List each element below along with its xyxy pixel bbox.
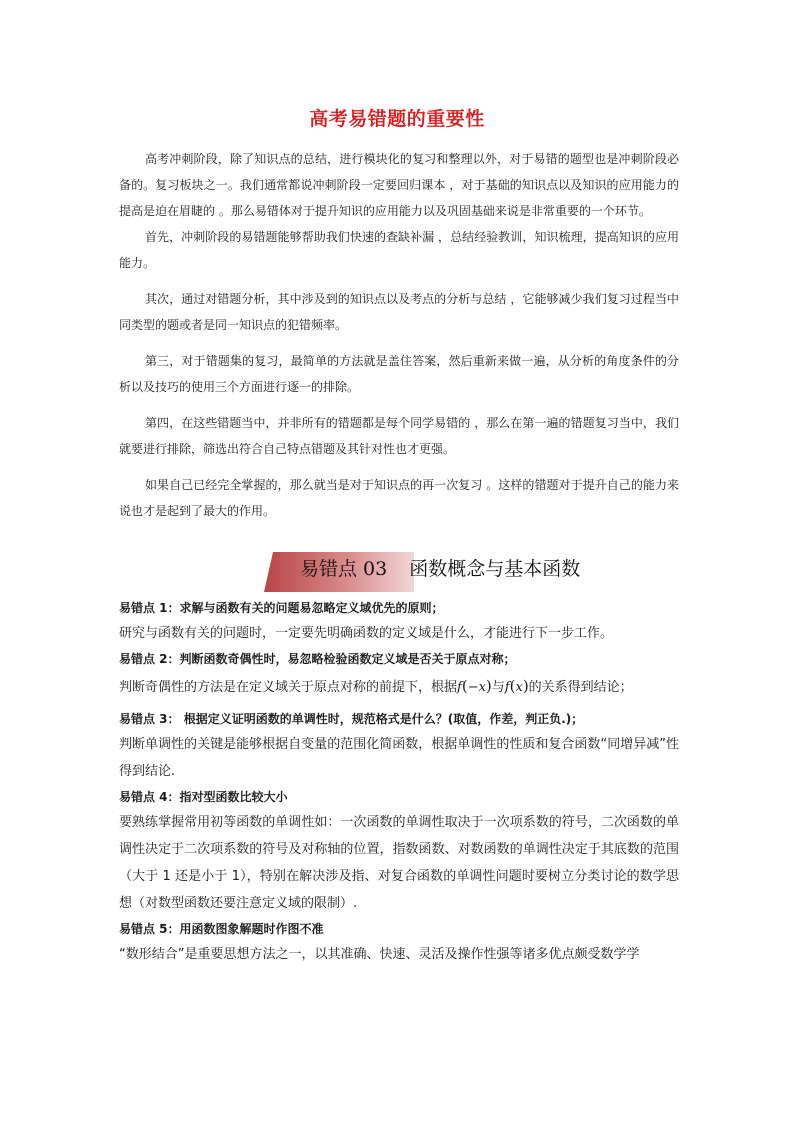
section-banner xyxy=(264,552,619,592)
intro-paragraph: 高考冲刺阶段，除了知识点的总结，进行模块化的复习和整理以外，对于易错的题型也是冲刺阶段必备的。复习板块之一。我们通常都说冲刺阶段一定要回归课本 ，对于基础的知识点以及知识的应用能力的提高是迫在眉睫的 。那么易错体对于提升知识的应用能力以及巩固基础来说是非常重要的一个环节。 xyxy=(119,152,679,218)
error-points-section xyxy=(119,596,679,968)
error-point-heading: 易错点 3： 根据定义证明函数的单调性时，规范格式是什么？(取值，作差，判正负.)； xyxy=(119,712,584,726)
error-point-heading: 易错点 4：指对型函数比较大小 xyxy=(119,790,288,804)
body-text: 判断奇偶性的方法是在定义域关于原点对称的前提下，根据 xyxy=(119,680,458,695)
intro-paragraph: 其次，通过对错题分析，其中涉及到的知识点以及考点的分析与总结 ，它能够减少我们复习过程当中同类型的题或者是同一知识点的犯错频率。 xyxy=(119,292,679,332)
body-text: 的关系得到结论； xyxy=(528,680,633,695)
banner-title xyxy=(300,552,580,592)
body-text: 与 xyxy=(491,680,505,695)
intro-paragraph: 第三，对于错题集的复习，最简单的方法就是盖住答案，然后重新来做一遍，从分析的角度条件的分析以及技巧的使用三个方面进行逐一的排除。 xyxy=(119,354,679,394)
error-point-heading: 易错点 5：用函数图象解题时作图不准 xyxy=(119,922,324,936)
intro-paragraph: 首先，冲刺阶段的易错题能够帮助我们快速的查缺补漏 ，总结经验教训，知识梳理，提高知识的应用能力。 xyxy=(119,230,679,270)
intro-section xyxy=(119,146,679,534)
intro-paragraph: 第四，在这些错题当中，并非所有的错题都是每个同学易错的 ，那么在第一遍的错题复习当中，我们就要进行排除，筛选出符合自己特点错题及其针对性也才更强。 xyxy=(119,416,679,456)
banner-label: 易错点 03 xyxy=(300,558,388,580)
error-point-body: 要熟练掌握常用初等函数的单调性如：一次函数的单调性取决于一次项系数的符号，二次函数的单调性决定于二次项系数的符号及对称轴的位置，指数函数、对数函数的单调性决定于其底数的范围（大于 1 还是小于 1），特别在解决涉及指、对复合函数的单调性问题时要树立分类讨论的数学思想（对数型函数还要注意定义域的限制）. xyxy=(119,815,679,911)
intro-paragraph: 如果自己已经完全掌握的，那么就当是对于知识点的再一次复习 。这样的错题对于提升自己的能力来说也才是起到了最大的作用。 xyxy=(119,478,679,518)
error-point-heading: 易错点 1：求解与函数有关的问题易忽略定义域优先的原则； xyxy=(119,601,444,615)
page-title: 高考易错题的重要性 xyxy=(309,108,485,130)
banner-heading: 函数概念与基本函数 xyxy=(409,558,581,580)
math-expression: f(−x) xyxy=(457,677,492,695)
error-point-body xyxy=(119,671,679,703)
error-point-body: 研究与函数有关的问题时，一定要先明确函数的定义域是什么，才能进行下一步工作。 xyxy=(119,626,614,641)
error-point-heading: 易错点 2：判断函数奇偶性时，易忽略检验函数定义域是否关于原点对称； xyxy=(119,652,516,666)
math-expression: f(x) xyxy=(504,677,529,695)
error-point-body: “数形结合”是重要思想方法之一，以其准确、快速、灵活及操作性强等诸多优点颇受数学学 xyxy=(119,947,640,962)
error-point-body: 判断单调性的关键是能够根据自变量的范围化简函数，根据单调性的性质和复合函数“同增异减”性得到结论. xyxy=(119,737,679,779)
